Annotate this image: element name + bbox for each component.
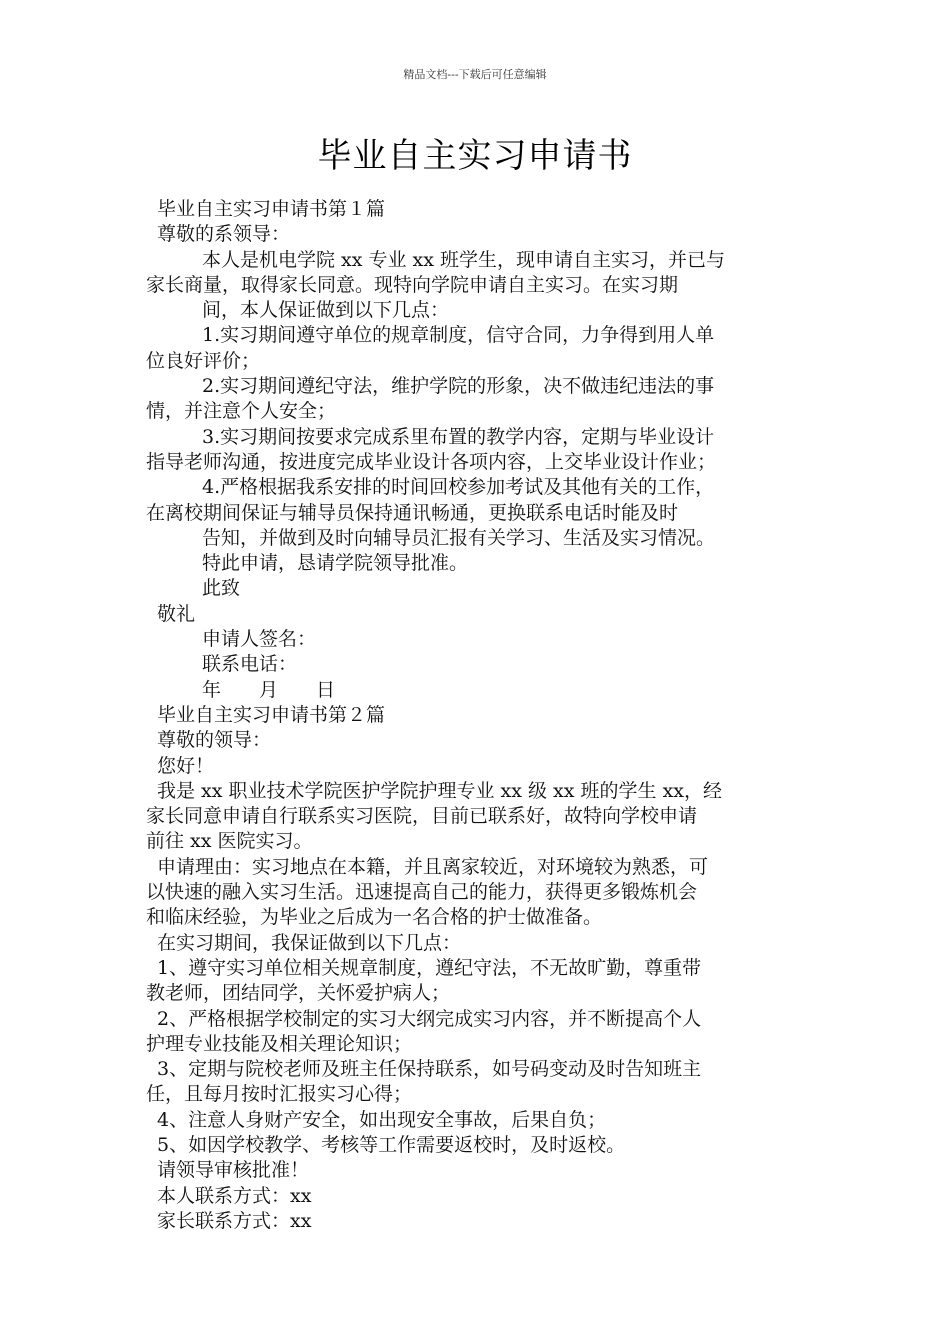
text-line: 毕业自主实习申请书第２篇 (157, 703, 386, 726)
text-line: 4.严格根据我系安排的时间回校参加考试及其他有关的工作， (202, 476, 715, 499)
text-line: 家长同意申请自行联系实习医院，目前已联系好，故特向学校申请 (146, 805, 698, 828)
text-line: 毕业自主实习申请书第１篇 (157, 198, 386, 220)
text-line: 间，本人保证做到以下几点： (202, 299, 450, 322)
text-line: 和临床经验，为毕业之后成为一名合格的护士做准备。 (146, 906, 603, 929)
text-line: 在离校期间保证与辅导员保持通讯畅通，更换联系电话时能及时 (146, 501, 679, 524)
text-line: 联系电话： (202, 653, 298, 676)
text-line: 本人联系方式：xx (157, 1184, 312, 1207)
text-line: 年 月 日 (202, 678, 336, 701)
text-line: 此致 (202, 577, 241, 600)
text-line: 家长商量，取得家长同意。现特向学院申请自主实习。在实习期 (146, 273, 679, 296)
text-line: 家长联系方式：xx (157, 1209, 312, 1232)
text-line: 我是 xx 职业技术学院医护学院护理专业 xx 级 xx 班的学生 xx，经 (157, 779, 723, 802)
text-line: 2.实习期间遵纪守法，维护学院的形象，决不做违纪违法的事 (202, 375, 715, 398)
text-line: 位良好评价； (146, 349, 261, 372)
text-line: 1.实习期间遵守单位的规章制度，信守合同，力争得到用人单 (202, 324, 715, 347)
text-line: 申请理由：实习地点在本籍，并且离家较近，对环境较为熟悉，可 (157, 855, 709, 878)
text-line: 您好！ (157, 754, 215, 777)
text-line: 以快速的融入实习生活。迅速提高自己的能力，获得更多锻炼机会 (146, 881, 698, 904)
text-line: 5、如因学校教学、考核等工作需要返校时，及时返校。 (157, 1133, 626, 1156)
text-line: 教老师，团结同学，关怀爱护病人； (146, 982, 451, 1005)
text-line: 2、严格根据学校制定的实习大纲完成实习内容，并不断提高个人 (157, 1007, 702, 1030)
document-body (146, 197, 808, 1234)
text-line: 本人是机电学院 xx 专业 xx 班学生，现申请自主实习，并已与 (202, 248, 726, 271)
text-line: 4、注意人身财产安全，如出现安全事故，后果自负； (157, 1108, 607, 1131)
text-line: 在实习期间，我保证做到以下几点： (157, 931, 462, 954)
text-line: 请领导审核批准！ (157, 1159, 310, 1182)
text-line: 申请人签名： (202, 628, 317, 651)
text-line: 护理专业技能及相关理论知识； (146, 1032, 413, 1055)
text-line: 尊敬的领导： (157, 729, 272, 752)
text-line: 情，并注意个人安全； (146, 400, 337, 423)
text-line: 敬礼 (157, 602, 196, 625)
text-line: 尊敬的系领导： (157, 223, 291, 246)
text-line: 前往 xx 医院实习。 (146, 830, 313, 853)
text-line: 3.实习期间按要求完成系里布置的教学内容，定期与毕业设计 (202, 425, 715, 448)
text-line: 特此申请，恳请学院领导批准。 (202, 552, 469, 575)
text-line: 1、遵守实习单位相关规章制度，遵纪守法，不无故旷勤，尊重带 (157, 956, 702, 979)
text-line: 指导老师沟通，按进度完成毕业设计各项内容，上交毕业设计作业； (146, 450, 717, 473)
text-line: 任，且每月按时汇报实习心得； (146, 1083, 413, 1106)
document-title: 毕业自主实习申请书 (317, 136, 633, 176)
header-note: 精品文档---下载后可任意编辑 (403, 68, 547, 81)
text-line: 告知，并做到及时向辅导员汇报有关学习、生活及实习情况。 (202, 526, 716, 549)
text-line: 3、定期与院校老师及班主任保持联系，如号码变动及时告知班主 (157, 1058, 702, 1081)
